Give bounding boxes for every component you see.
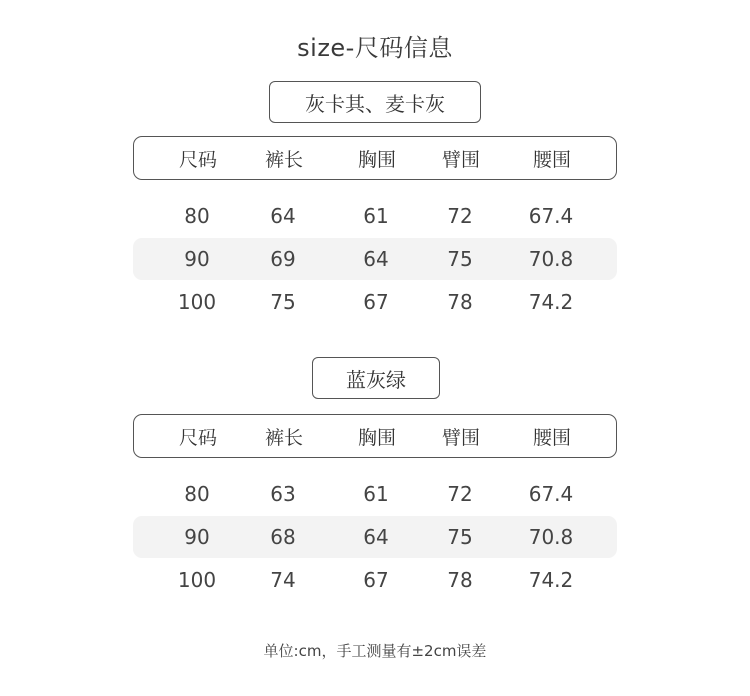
cell-chest: 61 <box>363 482 389 506</box>
cell-arm: 78 <box>447 290 473 314</box>
table-row <box>133 195 617 237</box>
column-header-chest: 胸围 <box>357 148 396 171</box>
cell-chest: 64 <box>363 247 389 271</box>
cell-size: 90 <box>184 247 210 271</box>
cell-arm: 72 <box>447 204 473 228</box>
cell-pants-length: 75 <box>270 290 296 314</box>
column-header-arm: 臂围 <box>441 148 480 171</box>
column-header-pants-length: 裤长 <box>264 426 303 449</box>
cell-size: 90 <box>184 525 210 549</box>
table-row <box>133 516 617 558</box>
table-row <box>133 281 617 323</box>
group-label-2: 蓝灰绿 <box>312 357 440 399</box>
column-header-waist: 腰围 <box>532 148 571 171</box>
column-header-size: 尺码 <box>178 426 217 449</box>
group-label-1: 灰卡其、麦卡灰 <box>269 81 481 123</box>
column-header-waist: 腰围 <box>532 426 571 449</box>
cell-chest: 61 <box>363 204 389 228</box>
cell-pants-length: 63 <box>270 482 296 506</box>
cell-waist: 74.2 <box>528 290 574 314</box>
cell-arm: 78 <box>447 568 473 592</box>
column-header-pants-length: 裤长 <box>264 148 303 171</box>
cell-waist: 70.8 <box>528 525 574 549</box>
page-title: size-尺码信息 <box>297 34 453 62</box>
cell-chest: 67 <box>363 290 389 314</box>
column-header-size: 尺码 <box>178 148 217 171</box>
cell-arm: 75 <box>447 525 473 549</box>
table-row <box>133 559 617 601</box>
column-header-chest: 胸围 <box>357 426 396 449</box>
cell-chest: 64 <box>363 525 389 549</box>
table-row <box>133 473 617 515</box>
cell-size: 80 <box>184 204 210 228</box>
cell-waist: 74.2 <box>528 568 574 592</box>
cell-waist: 67.4 <box>528 204 574 228</box>
cell-arm: 75 <box>447 247 473 271</box>
column-header-arm: 臂围 <box>441 426 480 449</box>
cell-pants-length: 64 <box>270 204 296 228</box>
cell-waist: 67.4 <box>528 482 574 506</box>
cell-size: 100 <box>177 290 217 314</box>
table-header-2 <box>133 414 617 458</box>
cell-size: 80 <box>184 482 210 506</box>
cell-waist: 70.8 <box>528 247 574 271</box>
cell-arm: 72 <box>447 482 473 506</box>
table-row <box>133 238 617 280</box>
cell-chest: 67 <box>363 568 389 592</box>
table-header-1 <box>133 136 617 180</box>
cell-pants-length: 68 <box>270 525 296 549</box>
measurement-footnote: 单位:cm，手工测量有±2cm误差 <box>263 642 487 660</box>
cell-pants-length: 74 <box>270 568 296 592</box>
cell-pants-length: 69 <box>270 247 296 271</box>
cell-size: 100 <box>177 568 217 592</box>
